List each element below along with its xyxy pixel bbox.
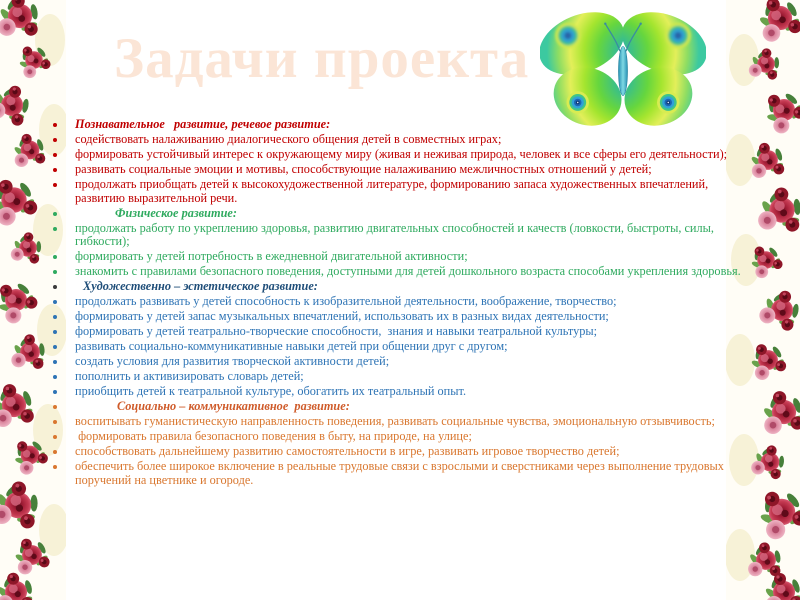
task-item-physical-development-0 [53, 222, 745, 249]
task-item-social-communicative-development-3 [53, 460, 745, 487]
task-item-text: создать условия для развития творческой активности детей; [75, 354, 390, 368]
bullet-icon [53, 465, 57, 469]
section-heading-cognitive-speech-development [53, 118, 745, 132]
page-title: Задачи проекта [114, 27, 530, 90]
task-item-text: содействовать налаживанию диалогического общения детей в совместных играх; [75, 132, 502, 146]
bullet-icon [53, 285, 57, 289]
bullet-icon [53, 375, 57, 379]
bullet-icon [53, 270, 57, 274]
task-item-text: продолжать работу по укреплению здоровья, развитию двигательных способностей и качеств (ловкости, быстроты, силы, гибкости); [75, 220, 718, 248]
bullet-icon [53, 315, 57, 319]
section-heading-artistic-aesthetic-development [53, 280, 745, 294]
bullet-icon [53, 138, 57, 142]
task-item-cognitive-speech-development-2 [53, 163, 745, 177]
butterfly-icon [540, 8, 706, 130]
task-item-social-communicative-development-1 [53, 430, 745, 444]
task-item-text: воспитывать гуманистическую направленность поведения, развивать социальные чувства, эмоциональную отзывчивость; [75, 414, 715, 428]
bullet-icon [53, 420, 57, 424]
task-item-text: развивать социальные эмоции и мотивы, способствующие налаживанию межличностных отношений у детей; [75, 162, 652, 176]
task-item-text: пополнить и активизировать словарь детей; [75, 369, 304, 383]
task-item-cognitive-speech-development-3 [53, 178, 745, 205]
task-item-physical-development-1 [53, 250, 745, 264]
task-item-text: способствовать дальнейшему развитию самостоятельности в игре, развивать игровое творчество детей; [75, 444, 620, 458]
task-item-artistic-aesthetic-development-5 [53, 370, 745, 384]
task-item-artistic-aesthetic-development-4 [53, 355, 745, 369]
task-item-text: продолжать приобщать детей к высокохудожественной литературе, формированию запаса художественных впечатлений, развитию выразительной речи. [75, 177, 712, 205]
task-item-text: формировать устойчивый интерес к окружающему миру (живая и неживая природа, человек и все сферы его деятельности); [75, 147, 728, 161]
section-heading-text: Физическое развитие: [115, 205, 237, 220]
bullet-icon [53, 255, 57, 259]
bullet-icon [53, 300, 57, 304]
task-item-text: формировать у детей потребность в ежедневной двигательной активности; [75, 249, 468, 263]
section-heading-physical-development [53, 207, 745, 221]
task-item-artistic-aesthetic-development-3 [53, 340, 745, 354]
task-item-text: формировать у детей театрально-творческие способности, знания и навыки театральной культуры; [75, 324, 598, 338]
task-item-social-communicative-development-0 [53, 415, 745, 429]
task-item-text: продолжать развивать у детей способность к изобразительной деятельности, воображение, творчество; [75, 294, 617, 308]
bullet-icon [53, 435, 57, 439]
section-heading-text: Социально – коммуникативное развитие: [117, 399, 350, 413]
task-item-artistic-aesthetic-development-0 [53, 295, 745, 309]
task-item-text: обеспечить более широкое включение в реальные трудовые связи с взрослыми и сверстниками через выполнение трудовых поручений на цветнике и огороде. [75, 459, 728, 487]
section-heading-text: Художественно – эстетическое развитие: [83, 279, 318, 293]
task-list [53, 118, 745, 489]
task-item-text: развивать социально-коммуникативные навыки детей при общении друг с другом; [75, 339, 508, 353]
section-heading-social-communicative-development [53, 400, 745, 414]
bullet-icon [53, 212, 57, 216]
task-item-text: знакомить с правилами безопасного поведения, доступными для детей дошкольного возраста способами укрепления здоровья. [75, 264, 741, 278]
bullet-icon [53, 183, 57, 187]
section-heading-text: Познавательное развитие, речевое развитие: [75, 117, 331, 131]
task-item-artistic-aesthetic-development-1 [53, 310, 745, 324]
bullet-icon [53, 227, 57, 231]
bullet-icon [53, 330, 57, 334]
bullet-icon [53, 153, 57, 157]
task-item-social-communicative-development-2 [53, 445, 745, 459]
task-item-cognitive-speech-development-1 [53, 148, 745, 162]
bullet-icon [53, 345, 57, 349]
task-item-text: приобщить детей к театральной культуре, обогатить их театральный опыт. [75, 384, 467, 398]
task-item-text: формировать у детей запас музыкальных впечатлений, использовать их в разных видах деятельности; [75, 309, 609, 323]
task-item-cognitive-speech-development-0 [53, 133, 745, 147]
bullet-icon [53, 390, 57, 394]
task-item-artistic-aesthetic-development-2 [53, 325, 745, 339]
task-item-artistic-aesthetic-development-6 [53, 385, 745, 399]
task-item-physical-development-2 [53, 265, 745, 279]
bullet-icon [53, 405, 57, 409]
bullet-icon [53, 168, 57, 172]
bullet-icon [53, 360, 57, 364]
task-item-text: формировать правила безопасного поведения в быту, на природе, на улице; [75, 429, 472, 443]
bullet-icon [53, 123, 57, 127]
bullet-icon [53, 450, 57, 454]
